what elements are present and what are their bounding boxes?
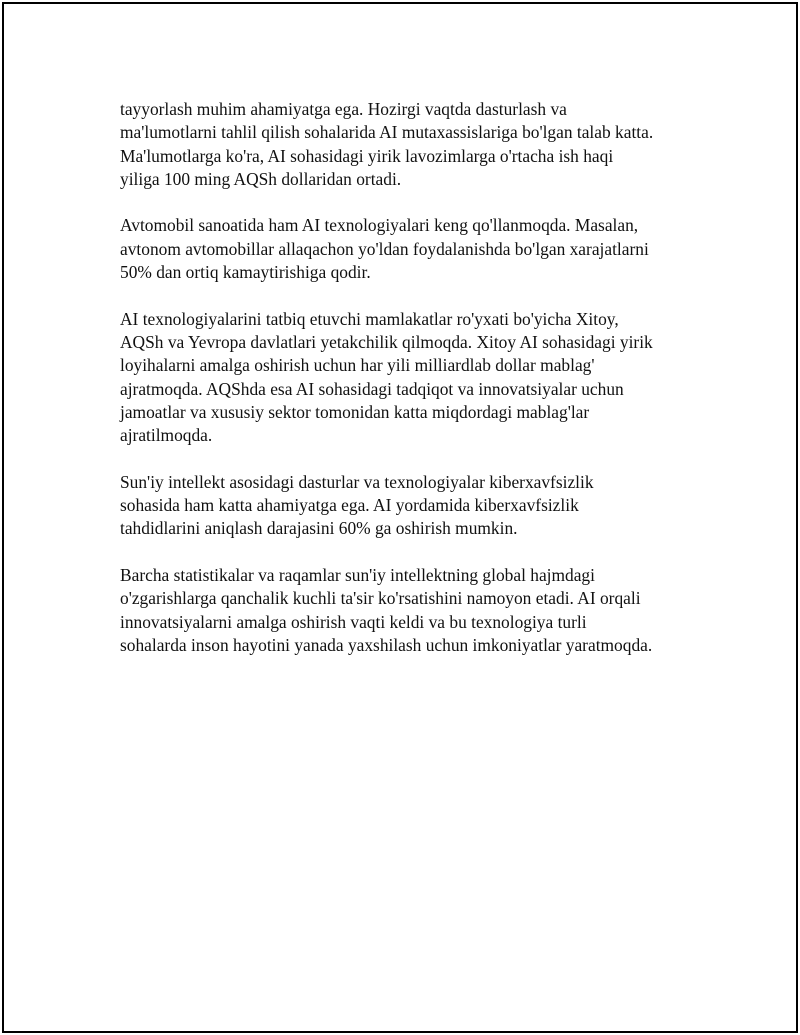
text-line: avtonom avtomobillar allaqachon yo'ldan foydalanishda bo'lgan xarajatlarni — [120, 238, 649, 259]
paragraph-ai-specialists — [120, 98, 720, 191]
text-line: sohasida ham katta ahamiyatga ega. AI yordamida kiberxavfsizlik — [120, 495, 579, 516]
paragraph-cybersecurity — [120, 471, 720, 541]
text-line: tayyorlash muhim ahamiyatga ega. Hozirgi vaqtda dasturlash va — [120, 99, 567, 119]
text-line: ma'lumotlarni tahlil qilish sohalarida AI mutaxassislariga bo'lgan talab katta. — [120, 122, 654, 143]
paragraph-countries — [120, 308, 720, 448]
text-line: sohalarda inson hayotini yanada yaxshilash uchun imkoniyatlar yaratmoqda. — [120, 634, 653, 655]
text-line: ajratmoqda. AQShda esa AI sohasidagi tadqiqot va innovatsiyalar uchun — [120, 378, 624, 399]
paragraph-conclusion — [120, 564, 720, 657]
text-line: Sun'iy intellekt asosidagi dasturlar va texnologiyalar kiberxavfsizlik — [120, 471, 594, 492]
text-line: Barcha statistikalar va raqamlar sun'iy intellektning global hajmdagi — [120, 564, 595, 585]
text-line: o'zgarishlarga qanchalik kuchli ta'sir ko'rsatishini namoyon etadi. AI orqali — [120, 588, 641, 609]
text-line: ajratilmoqda. — [120, 425, 213, 446]
document-body — [120, 98, 720, 680]
text-line: jamoatlar va xususiy sektor tomonidan katta miqdordagi mablag'lar — [120, 401, 590, 422]
text-line: loyihalarni amalga oshirish uchun har yili milliardlab dollar mablag' — [120, 355, 595, 376]
text-line: AQSh va Yevropa davlatlari yetakchilik qilmoqda. Xitoy AI sohasidagi yirik — [120, 331, 653, 352]
text-line: Ma'lumotlarga ko'ra, AI sohasidagi yirik lavozimlarga o'rtacha ish haqi — [120, 145, 614, 166]
text-line: tahdidlarini aniqlash darajasini 60% ga oshirish mumkin. — [120, 518, 518, 539]
text-line: yiliga 100 ming AQSh dollaridan ortadi. — [120, 168, 402, 189]
text-line: 50% dan ortiq kamaytirishiga qodir. — [120, 262, 371, 283]
paragraph-automotive — [120, 214, 720, 284]
text-line: Avtomobil sanoatida ham AI texnologiyalari keng qo'llanmoqda. Masalan, — [120, 215, 639, 236]
text-line: AI texnologiyalarini tatbiq etuvchi mamlakatlar ro'yxati bo'yicha Xitoy, — [120, 308, 619, 329]
text-line: innovatsiyalarni amalga oshirish vaqti keldi va bu texnologiya turli — [120, 611, 587, 632]
document-page — [2, 2, 798, 1033]
